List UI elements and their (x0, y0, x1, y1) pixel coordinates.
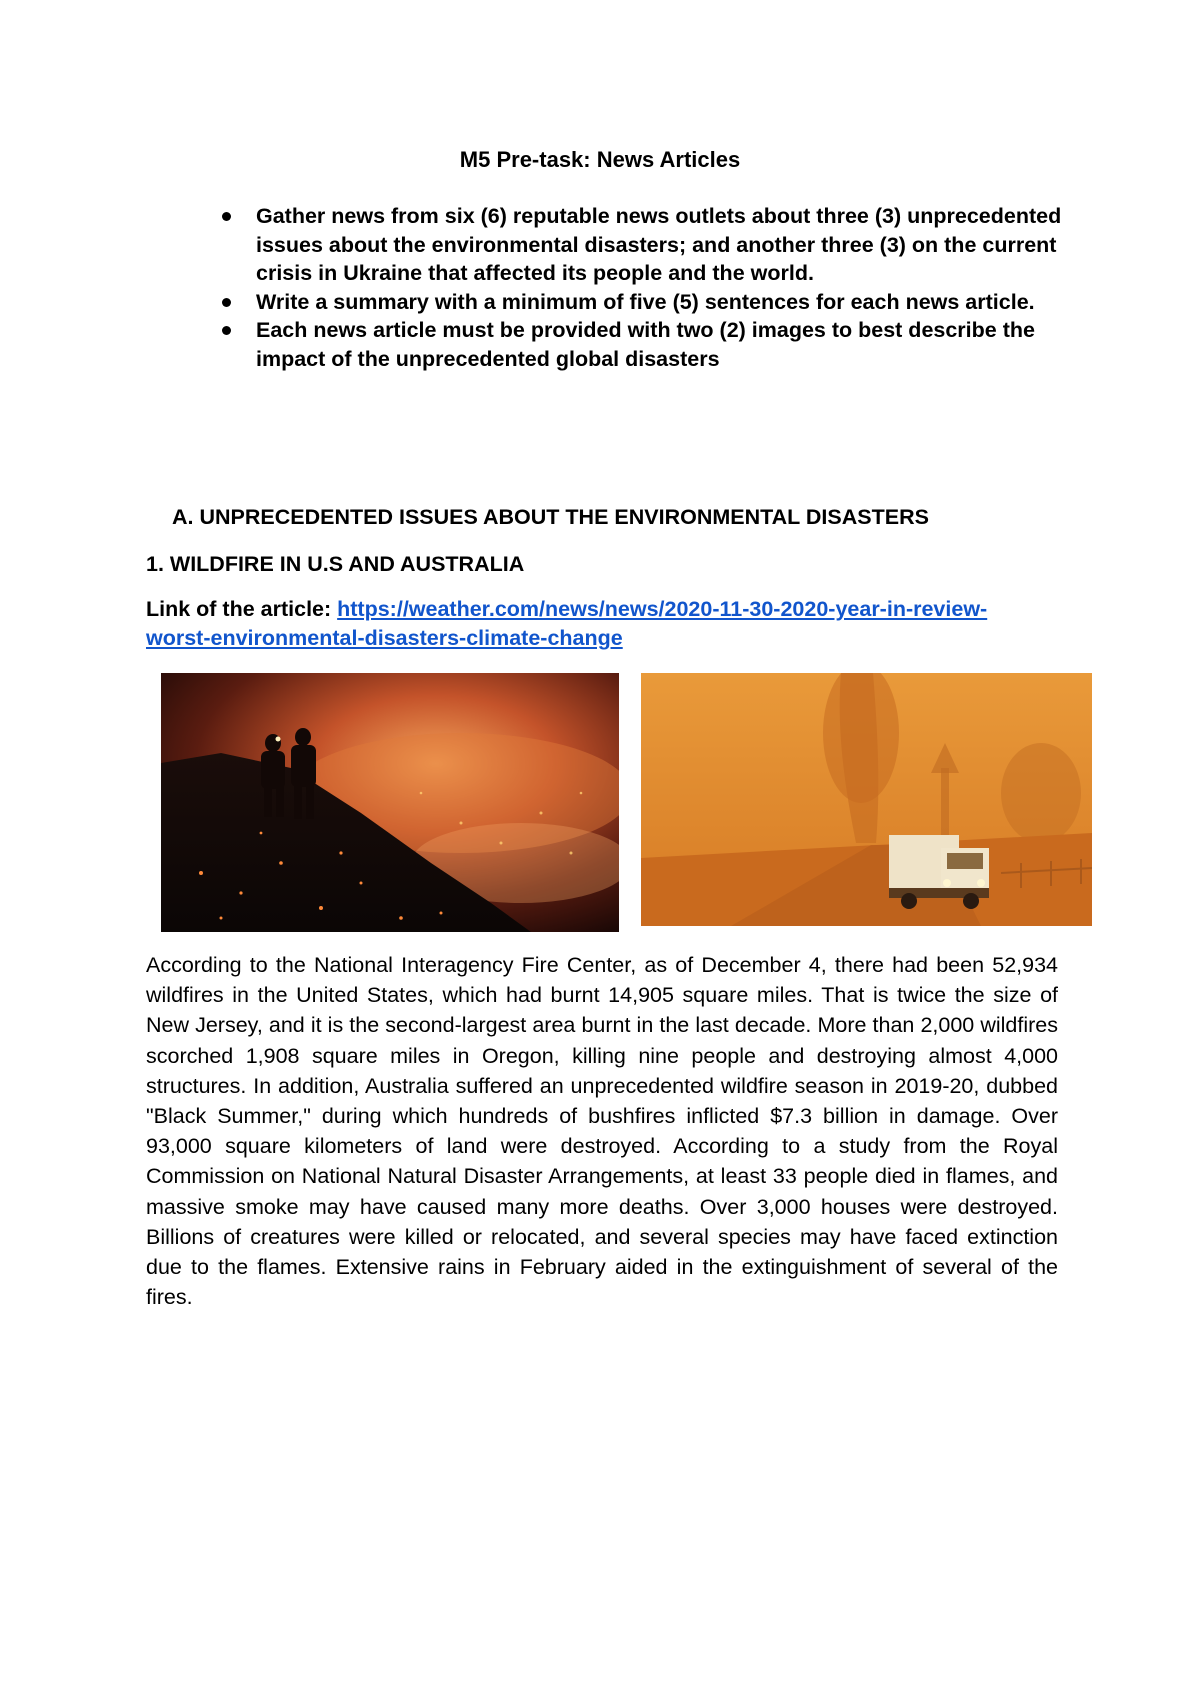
article-link[interactable]: https://weather.com/news/news/2020-11-30-2020-year-in-review-worst-environmental-disasters-climate-change (146, 597, 988, 650)
instruction-text: Gather news from six (6) reputable news outlets about three (3) unprecedented issues about the environmental disasters; and another three (3) on the current crisis in Ukraine that affected its people and the world. (256, 204, 1062, 285)
list-item (222, 288, 1082, 317)
list-item (222, 202, 1082, 288)
smoke-truck-road-photo (641, 673, 1092, 926)
bullet-icon (222, 326, 231, 335)
wildfire-firefighters-photo (161, 673, 619, 932)
list-item (222, 316, 1082, 373)
section-heading: A. UNPRECEDENTED ISSUES ABOUT THE ENVIRONMENTAL DISASTERS (172, 505, 929, 529)
article-summary: According to the National Interagency Fire Center, as of December 4, there had been 52,934 wildfires in the United States, which had burnt 14,905 square miles. That is twice the size of New Jersey, and it is the second-largest area burnt in the last decade. More than 2,000 wildfires scorched 1,908 square miles in Oregon, killing nine people and destroying almost 4,000 structures. In addition, Australia suffered an unprecedented wildfire season in 2019-20, dubbed "Black Summer," during which hundreds of bushfires inflicted $7.3 billion in damage. Over 93,000 square kilometers of land were destroyed. According to a study from the Royal Commission on National Natural Disaster Arrangements, at least 33 people died in flames, and massive smoke may have caused many more deaths. Over 3,000 houses were destroyed. Billions of creatures were killed or relocated, and several species may have faced extinction due to the flames. Extensive rains in February aided in the extinguishment of several of the fires. (146, 953, 1058, 1310)
bullet-icon (222, 298, 231, 307)
article-link-block (146, 595, 1046, 653)
bullet-icon (222, 212, 231, 221)
article-heading: 1. WILDFIRE IN U.S AND AUSTRALIA (146, 552, 525, 576)
document-title: M5 Pre-task: News Articles (459, 147, 741, 172)
instructions-list (222, 202, 1082, 373)
instruction-text: Write a summary with a minimum of five (5) sentences for each news article. (256, 289, 1035, 314)
instruction-text: Each news article must be provided with two (2) images to best describe the impact of the unprecedented global disasters (256, 318, 1035, 371)
link-label: Link of the article: (146, 597, 338, 621)
